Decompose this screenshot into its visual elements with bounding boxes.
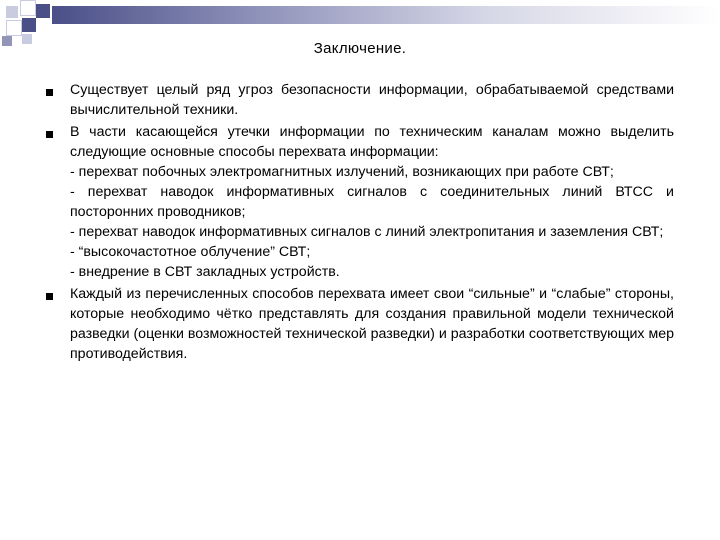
- square-bullet-icon: [46, 293, 53, 300]
- slide-title: Заключение.: [313, 40, 407, 57]
- corner-square-4: [6, 20, 22, 36]
- list-item: [40, 80, 674, 120]
- item-subline: - перехват наводок информативных сигналов с линий электропитания и заземления СВТ;: [70, 224, 664, 240]
- square-bullet-icon: [46, 89, 53, 96]
- square-bullet-icon: [46, 131, 53, 138]
- item-text: В части касающейся утечки информации по техническим каналам можно выделить следующие основные способы перехвата информации:: [70, 124, 674, 160]
- list-item: [40, 284, 674, 364]
- item-subline: - перехват наводок информативных сигналов с соединительных линий ВТСС и посторонних проводников;: [70, 184, 674, 220]
- corner-square-2: [20, 0, 36, 16]
- item-text: Существует целый ряд угроз безопасности информации, обрабатываемой средствами вычислительной техники.: [70, 82, 674, 118]
- item-text: Каждый из перечисленных способов перехвата имеет свои “сильные” и “слабые” стороны, которые необходимо чётко представлять для создания правильной модели технической разведки (оценки возможностей технической разведки) и разработки соответствующих мер противодействия.: [70, 286, 674, 362]
- list-item: [40, 122, 674, 282]
- corner-square-5: [22, 18, 36, 32]
- item-subline: - внедрение в СВТ закладных устройств.: [70, 264, 340, 280]
- item-subline: - “высокочастотное облучение” СВТ;: [70, 244, 311, 260]
- bullet-list: [40, 80, 674, 364]
- item-subline: - перехват побочных электромагнитных излучений, возникающих при работе СВТ;: [70, 164, 614, 180]
- corner-square-1: [6, 6, 18, 18]
- corner-square-3: [36, 4, 50, 18]
- header-gradient-bar: [52, 6, 720, 24]
